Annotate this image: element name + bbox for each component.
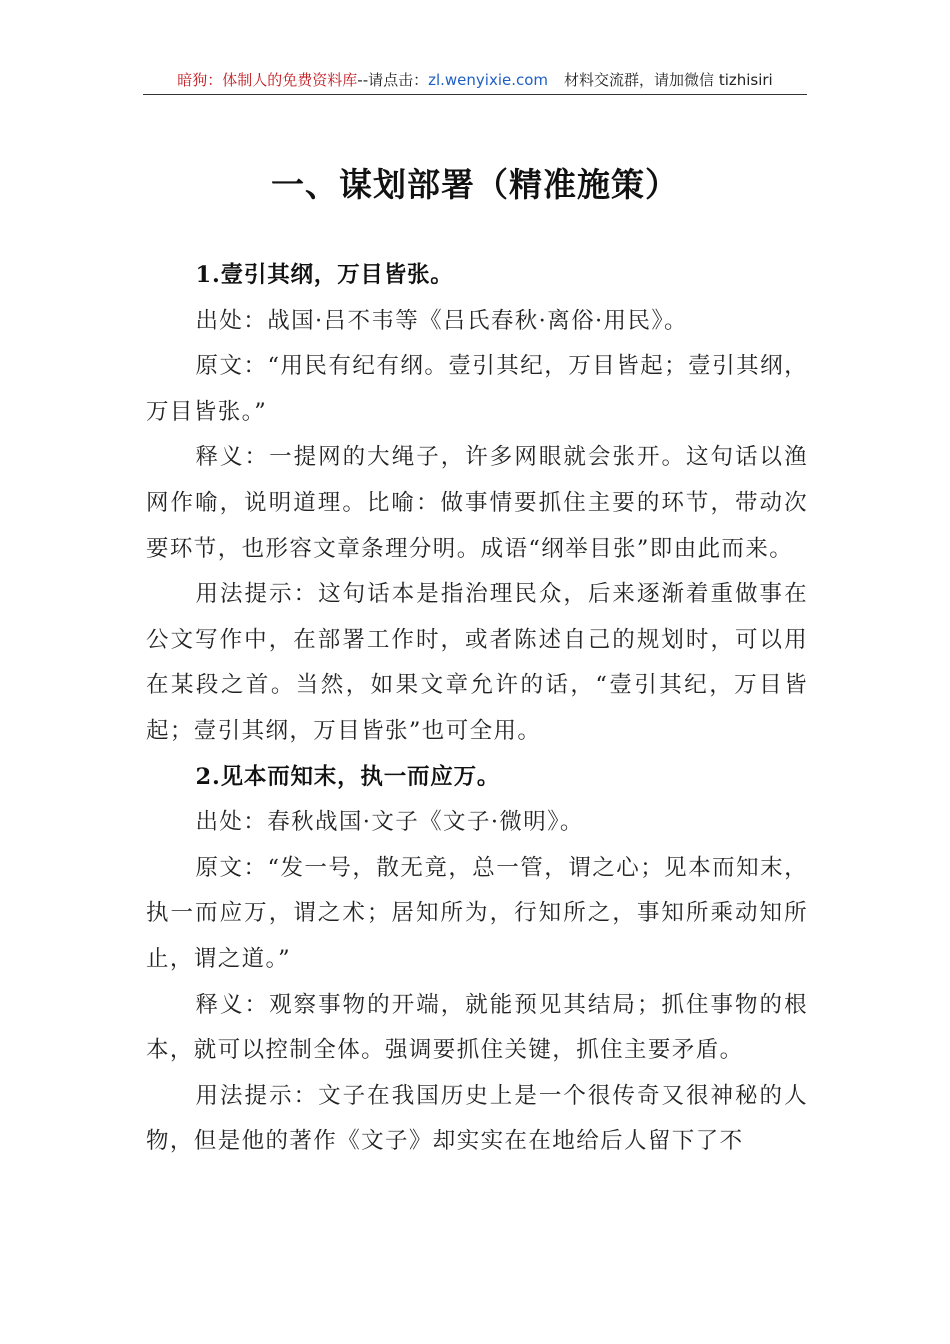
item-2-heading: 2.见本而知末，执一而应万。: [195, 763, 501, 790]
header-wechat: 材料交流群，请加微信 tizhisiri: [564, 71, 773, 89]
item-1-heading: 1.壹引其纲，万目皆张。: [195, 262, 454, 288]
header-separator: --请点击：: [357, 71, 429, 89]
document-body: [146, 253, 808, 1165]
item-2-usage: 用法提示：文子在我国历史上是一个很传奇又很神秘的人物，但是他的著作《文子》却实实在在地给后人留下了不: [146, 1082, 808, 1155]
header-brand: 暗狗：体制人的免费资料库: [177, 71, 358, 89]
item-1-source: 出处：战国·吕不韦等《吕氏春秋·离俗·用民》。: [195, 307, 688, 334]
page-title: 一、谋划部署（精准施策）: [271, 165, 679, 204]
item-1-usage: 用法提示：这句话本是指治理民众，后来逐渐着重做事在公文写作中，在部署工作时，或者陈述自己的规划时，可以用在某段之首。当然，如果文章允许的话，“壹引其纪，万目皆起；壹引其纲，万目皆张”也可全用。: [146, 581, 808, 744]
item-1-original: 原文：“用民有纪有纲。壹引其纪，万目皆起；壹引其纲，万目皆张。”: [146, 353, 808, 425]
page-header: [143, 66, 807, 95]
header-link[interactable]: zl.wenyixie.com: [428, 71, 549, 89]
item-1-meaning: 释义：一提网的大绳子，许多网眼就会张开。这句话以渔网作喻，说明道理。比喻：做事情要抓住主要的环节，带动次要环节，也形容文章条理分明。成语“纲举目张”即由此而来。: [146, 444, 808, 562]
item-2-meaning: 释义：观察事物的开端，就能预见其结局；抓住事物的根本，就可以控制全体。强调要抓住关键，抓住主要矛盾。: [146, 991, 808, 1064]
item-2-original: 原文：“发一号，散无竟，总一管，谓之心；见本而知末，执一而应万，谓之术；居知所为，行知所之，事知所乘动知所止，谓之道。”: [146, 854, 808, 972]
item-2-source: 出处：春秋战国·文子《文子·微明》。: [195, 809, 584, 836]
